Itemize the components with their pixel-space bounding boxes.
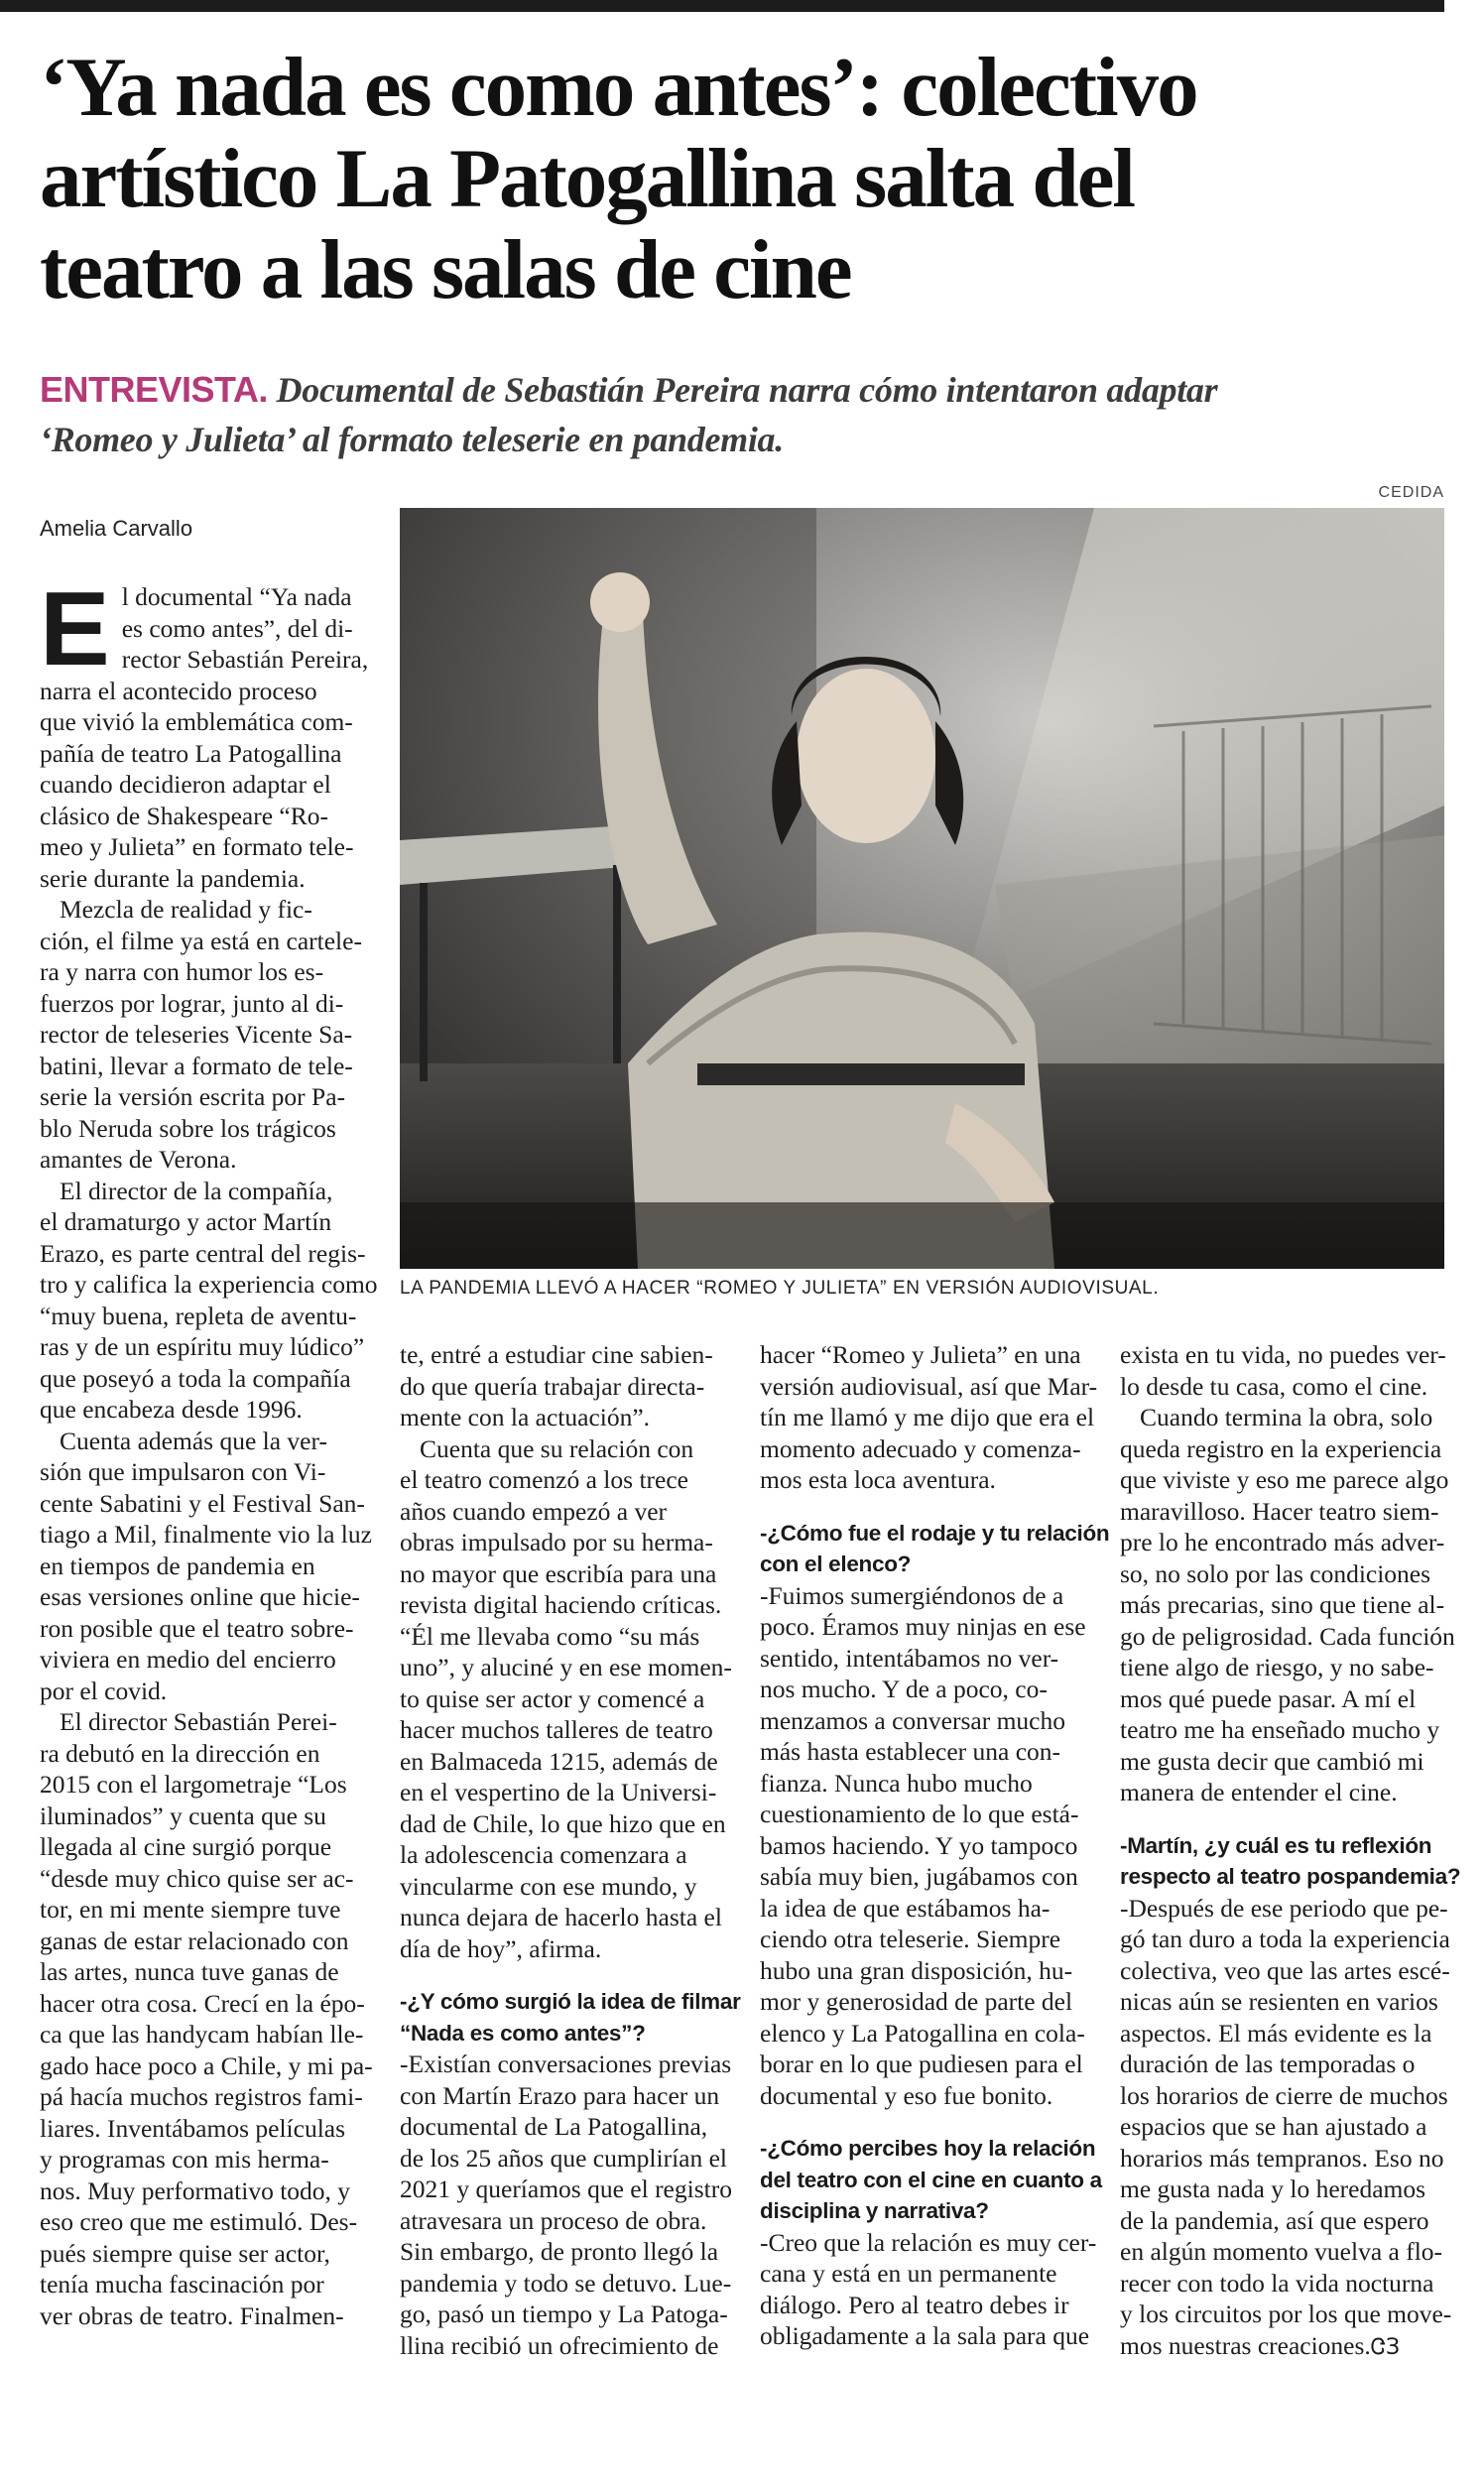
text-line: cente Sabatini y el Festival San- bbox=[40, 1488, 365, 1518]
interview-question: disciplina y narrativa? bbox=[760, 2198, 989, 2223]
text-line: espacios que se han ajustado a bbox=[1120, 2112, 1427, 2141]
headline bbox=[40, 42, 1448, 315]
interview-question: -¿Y cómo surgió la idea de filmar bbox=[400, 1989, 741, 2014]
text-line: -Después de ese periodo que pe- bbox=[1120, 1893, 1448, 1923]
text-line: tiene algo de riesgo, y no sabe- bbox=[1120, 1653, 1434, 1681]
text-line: narra el acontecido proceso bbox=[40, 676, 317, 705]
deck-line-1 bbox=[40, 365, 1448, 415]
article-column-3 bbox=[760, 1339, 1110, 2352]
byline: Amelia Carvallo bbox=[40, 516, 193, 541]
text-line: nos. Muy performativo todo, y bbox=[40, 2175, 351, 2205]
text-line: to quise ser actor y comencé a bbox=[400, 1683, 705, 1713]
text-line: sión que impulsaron con Vi- bbox=[40, 1457, 326, 1486]
photo-caption: LA PANDEMIA LLEVÓ A HACER “ROMEO Y JULIETA” EN VERSIÓN AUDIOVISUAL. bbox=[400, 1278, 1160, 1299]
photo-illustration bbox=[400, 508, 1444, 1269]
text-line: revista digital haciendo críticas. bbox=[400, 1590, 722, 1619]
text-line: el teatro comenzó a los trece bbox=[400, 1465, 688, 1494]
text-line: te, entré a estudiar cine sabien- bbox=[400, 1340, 713, 1369]
text-line: go, pasó un tiempo y La Patoga- bbox=[400, 2299, 728, 2328]
text-line: gado hace poco a Chile, y mi pa- bbox=[40, 2050, 373, 2080]
text-line: hacer otra cosa. Crecí en la épo- bbox=[40, 1988, 365, 2018]
text-line: día de hoy”, afirma. bbox=[400, 1933, 602, 1963]
text-line: 2021 y queríamos que el registro bbox=[400, 2174, 732, 2203]
text-line: esas versiones online que hicie- bbox=[40, 1582, 360, 1611]
text-line: mor y generosidad de parte del bbox=[760, 1987, 1073, 2016]
text-line: vincularme con ese mundo, y bbox=[400, 1871, 697, 1901]
text-line: que encabeza desde 1996. bbox=[40, 1395, 303, 1424]
interview-question: del teatro con el cine en cuanto a bbox=[760, 2167, 1102, 2192]
text-line: documental de La Patogallina, bbox=[400, 2112, 708, 2141]
text-line: mos esta loca aventura. bbox=[760, 1465, 996, 1494]
drop-cap: E bbox=[40, 570, 110, 687]
text-line: ción, el filme ya está en cartele- bbox=[40, 926, 362, 955]
text-line: en Balmaceda 1215, además de bbox=[400, 1746, 718, 1776]
text-line: Erazo, es parte central del regis- bbox=[40, 1238, 366, 1268]
interview-question: -¿Cómo fue el rodaje y tu relación bbox=[760, 1520, 1110, 1546]
photo-credit: CEDIDA bbox=[1378, 484, 1444, 501]
text-line: lo desde tu casa, como el cine. bbox=[1120, 1371, 1428, 1401]
text-line: dad de Chile, lo que hizo que en bbox=[400, 1808, 726, 1838]
text-line: con Martín Erazo para hacer un bbox=[400, 2080, 720, 2110]
text-line: hacer muchos talleres de teatro bbox=[400, 1715, 713, 1744]
text-line: ca que las handycam habían lle- bbox=[40, 2020, 364, 2049]
text-line: pandemia y todo se detuvo. Lue- bbox=[400, 2268, 732, 2298]
text-line: cuando decidieron adaptar el bbox=[40, 770, 331, 799]
text-line: no mayor que escribía para una bbox=[400, 1558, 717, 1588]
text-line: hubo una gran disposición, hu- bbox=[760, 1955, 1073, 1985]
text-line: pre lo he encontrado más adver- bbox=[1120, 1528, 1445, 1556]
text-line: de la pandemia, así que espero bbox=[1120, 2205, 1429, 2235]
kicker: ENTREVISTA. bbox=[40, 369, 268, 410]
text-line: poco. Éramos muy ninjas en ese bbox=[760, 1612, 1086, 1641]
text-line: tín me llamó y me dijo que era el bbox=[760, 1403, 1095, 1431]
text-line: tiago a Mil, finalmente vio la luz bbox=[40, 1520, 372, 1549]
text-line: pués siempre quise ser actor, bbox=[40, 2238, 330, 2268]
text-line: horarios más tempranos. Eso no bbox=[1120, 2143, 1444, 2173]
end-mark-icon: ᏣЗ bbox=[1370, 2334, 1401, 2360]
text-line: 2015 con el largometraje “Los bbox=[40, 1770, 347, 1799]
text-line: rector de teleseries Vicente Sa- bbox=[40, 1020, 353, 1049]
article-column-2 bbox=[400, 1339, 741, 2361]
text-line: manera de entender el cine. bbox=[1120, 1778, 1398, 1806]
text-line: exista en tu vida, no puedes ver- bbox=[1120, 1340, 1446, 1369]
text-line: duración de las temporadas o bbox=[1120, 2049, 1416, 2078]
text-line: queda registro en la experiencia bbox=[1120, 1433, 1442, 1463]
text-line: aspectos. El más evidente es la bbox=[1120, 2018, 1432, 2048]
text-line: recer con todo la vida nocturna bbox=[1120, 2268, 1434, 2298]
text-line: go de peligrosidad. Cada función bbox=[1120, 1621, 1455, 1651]
text-line: cana y está en un permanente bbox=[760, 2259, 1057, 2288]
text-line: El director Sebastián Perei- bbox=[60, 1707, 337, 1736]
text-line: maravilloso. Hacer teatro siem- bbox=[1120, 1496, 1439, 1526]
text-line: de los 25 años que cumplirían el bbox=[400, 2143, 728, 2173]
text-line: pañía de teatro La Patogallina bbox=[40, 738, 342, 768]
text-line: -Fuimos sumergiéndonos de a bbox=[760, 1580, 1064, 1610]
text-line: so, no solo por las condiciones bbox=[1120, 1558, 1431, 1588]
text-line: eso creo que me estimuló. Des- bbox=[40, 2207, 358, 2236]
text-line: l documental “Ya nada bbox=[121, 582, 352, 611]
article-column-1 bbox=[40, 570, 378, 2331]
text-line: ganas de estar relacionado con bbox=[40, 1925, 349, 1955]
interview-question: respecto al teatro pospandemia? bbox=[1120, 1864, 1461, 1889]
text-line: cuestionamiento de lo que está- bbox=[760, 1800, 1079, 1828]
deck-text: Documental de Sebastián Pereira narra cómo intentaron adaptar bbox=[267, 370, 1218, 410]
text-line: que vivió la emblemática com- bbox=[40, 707, 353, 736]
text-line: mos nuestras creaciones. bbox=[1120, 2330, 1371, 2360]
text-line: ver obras de teatro. Finalmen- bbox=[40, 2300, 344, 2330]
text-line: ron posible que el teatro sobre- bbox=[40, 1613, 354, 1643]
text-line: “Él me llevaba como “su más bbox=[400, 1621, 700, 1651]
text-line: sabía muy bien, jugábamos con bbox=[760, 1862, 1078, 1891]
text-line: obligadamente a la sala para que bbox=[760, 2321, 1090, 2350]
text-line: borar en lo que pudiesen para el bbox=[760, 2049, 1083, 2078]
text-line: la adolescencia comenzara a bbox=[400, 1840, 687, 1869]
article-photo bbox=[400, 508, 1444, 1269]
article-column-4 bbox=[1120, 1339, 1461, 2361]
text-line: bamos haciendo. Y yo tampoco bbox=[760, 1830, 1078, 1860]
text-line: más precarias, sino que tiene al- bbox=[1120, 1590, 1445, 1619]
text-line: que poseyó a toda la compañía bbox=[40, 1363, 351, 1393]
text-line: “muy buena, repleta de aventu- bbox=[40, 1301, 357, 1330]
text-line: Mezcla de realidad y fic- bbox=[60, 895, 312, 924]
text-line: las artes, nunca tuve ganas de bbox=[40, 1957, 339, 1986]
text-line: serie la versión escrita por Pa- bbox=[40, 1082, 346, 1111]
text-line: gó tan duro a toda la experiencia bbox=[1120, 1925, 1450, 1953]
headline-line: teatro a las salas de cine bbox=[40, 223, 851, 316]
interview-question: -¿Cómo percibes hoy la relación bbox=[760, 2136, 1096, 2161]
text-line: iluminados” y cuenta que su bbox=[40, 1801, 326, 1830]
text-line: viviera en medio del encierro bbox=[40, 1645, 336, 1674]
text-line: en el vespertino de la Universi- bbox=[400, 1778, 717, 1806]
text-line: más hasta establecer una con- bbox=[760, 1737, 1061, 1766]
text-line: llegada al cine surgió porque bbox=[40, 1832, 332, 1861]
text-line: tro y califica la experiencia como bbox=[40, 1270, 378, 1299]
text-line: que viviste y eso me parece algo bbox=[1120, 1465, 1449, 1494]
text-line: momento adecuado y comenza- bbox=[760, 1433, 1081, 1463]
text-line: llina recibió un ofrecimiento de bbox=[400, 2330, 719, 2360]
headline-line: ‘Ya nada es como antes’: colectivo bbox=[40, 41, 1197, 134]
text-line: me gusta nada y lo heredamos bbox=[1120, 2174, 1426, 2203]
text-line: nunca dejara de hacerlo hasta el bbox=[400, 1903, 722, 1931]
text-line: amantes de Verona. bbox=[40, 1145, 237, 1174]
text-line: es como antes”, del di- bbox=[121, 613, 353, 643]
text-line: mos qué puede pasar. A mí el bbox=[1120, 1683, 1417, 1713]
text-line: fuerzos por lograr, junto al di- bbox=[40, 988, 344, 1018]
text-line: diálogo. Pero al teatro debes ir bbox=[760, 2290, 1069, 2319]
text-line: fianza. Nunca hubo mucho bbox=[760, 1768, 1033, 1798]
text-line: en algún momento vuelva a flo- bbox=[1120, 2237, 1443, 2266]
text-line: -Existían conversaciones previas bbox=[400, 2049, 732, 2078]
text-line: liares. Inventábamos películas bbox=[40, 2113, 346, 2143]
text-line: Cuando termina la obra, solo bbox=[1140, 1403, 1433, 1431]
text-line: -Creo que la relación es muy cer- bbox=[760, 2227, 1097, 2257]
text-line: ciendo otra teleserie. Siempre bbox=[760, 1925, 1061, 1953]
text-line: teatro me ha enseñado mucho y bbox=[1120, 1715, 1440, 1744]
text-line: meo y Julieta” en formato tele- bbox=[40, 832, 354, 861]
text-line: sentido, intentábamos no ver- bbox=[760, 1643, 1059, 1673]
text-line: Cuenta que su relación con bbox=[420, 1433, 694, 1463]
text-line: uno”, y aluciné y en ese momen- bbox=[400, 1653, 732, 1681]
text-line: pá hacía muchos registros fami- bbox=[40, 2082, 363, 2111]
text-line: hacer “Romeo y Julieta” en una bbox=[760, 1340, 1081, 1369]
text-line: los horarios de cierre de muchos bbox=[1120, 2080, 1448, 2110]
text-line: por el covid. bbox=[40, 1676, 168, 1705]
interview-question: -Martín, ¿y cuál es tu reflexión bbox=[1120, 1832, 1432, 1858]
text-line: tenía mucha fascinación por bbox=[40, 2270, 324, 2298]
text-line: versión audiovisual, así que Mar- bbox=[760, 1371, 1098, 1401]
text-line: me gusta decir que cambió mi bbox=[1120, 1746, 1424, 1776]
text-line: el dramaturgo y actor Martín bbox=[40, 1207, 332, 1236]
text-line: en tiempos de pandemia en bbox=[40, 1551, 315, 1580]
deck-line-2: ‘Romeo y Julieta’ al formato teleserie en pandemia. bbox=[40, 420, 784, 459]
text-line: atravesara un proceso de obra. bbox=[400, 2205, 707, 2235]
text-line: do que quería trabajar directa- bbox=[400, 1371, 705, 1401]
text-line: colectiva, veo que las artes escé- bbox=[1120, 1955, 1450, 1985]
text-line: El director de la compañía, bbox=[60, 1176, 333, 1205]
text-line: obras impulsado por su herma- bbox=[400, 1528, 713, 1556]
text-line: clásico de Shakespeare “Ro- bbox=[40, 801, 328, 830]
deck bbox=[40, 365, 1448, 464]
text-line: mente con la actuación”. bbox=[400, 1403, 651, 1431]
text-line: “desde muy chico quise ser ac- bbox=[40, 1863, 354, 1893]
text-line: Cuenta además que la ver- bbox=[60, 1426, 327, 1455]
interview-question: “Nada es como antes”? bbox=[400, 2020, 646, 2046]
text-line: años cuando empezó a ver bbox=[400, 1496, 668, 1526]
text-line: elenco y La Patogallina en cola- bbox=[760, 2018, 1085, 2048]
text-line: la idea de que estábamos ha- bbox=[760, 1893, 1051, 1923]
top-rule bbox=[0, 0, 1444, 12]
text-line: Sin embargo, de pronto llegó la bbox=[400, 2237, 719, 2266]
text-line: documental y eso fue bonito. bbox=[760, 2080, 1053, 2110]
text-line: ras y de un espíritu muy lúdico” bbox=[40, 1332, 365, 1361]
text-line: tor, en mi mente siempre tuve bbox=[40, 1895, 341, 1924]
text-line: rector Sebastián Pereira, bbox=[121, 645, 369, 674]
text-line: serie durante la pandemia. bbox=[40, 863, 306, 893]
text-line: y programas con mis herma- bbox=[40, 2145, 329, 2174]
text-line: menzamos a conversar mucho bbox=[760, 1705, 1066, 1735]
last-text-line bbox=[1120, 2330, 1447, 2362]
text-line: ra debutó en la dirección en bbox=[40, 1738, 320, 1768]
text-line: batini, llevar a formato de tele- bbox=[40, 1051, 353, 1080]
text-line: y los circuitos por los que move- bbox=[1120, 2299, 1452, 2328]
interview-question: con el elenco? bbox=[760, 1552, 912, 1576]
text-line: ra y narra con humor los es- bbox=[40, 957, 324, 986]
headline-line: artístico La Patogallina salta del bbox=[40, 132, 1135, 225]
text-line: blo Neruda sobre los trágicos bbox=[40, 1113, 336, 1143]
text-line: nos mucho. Y de a poco, co- bbox=[760, 1675, 1048, 1703]
text-line: nicas aún se resienten en varios bbox=[1120, 1987, 1438, 2016]
